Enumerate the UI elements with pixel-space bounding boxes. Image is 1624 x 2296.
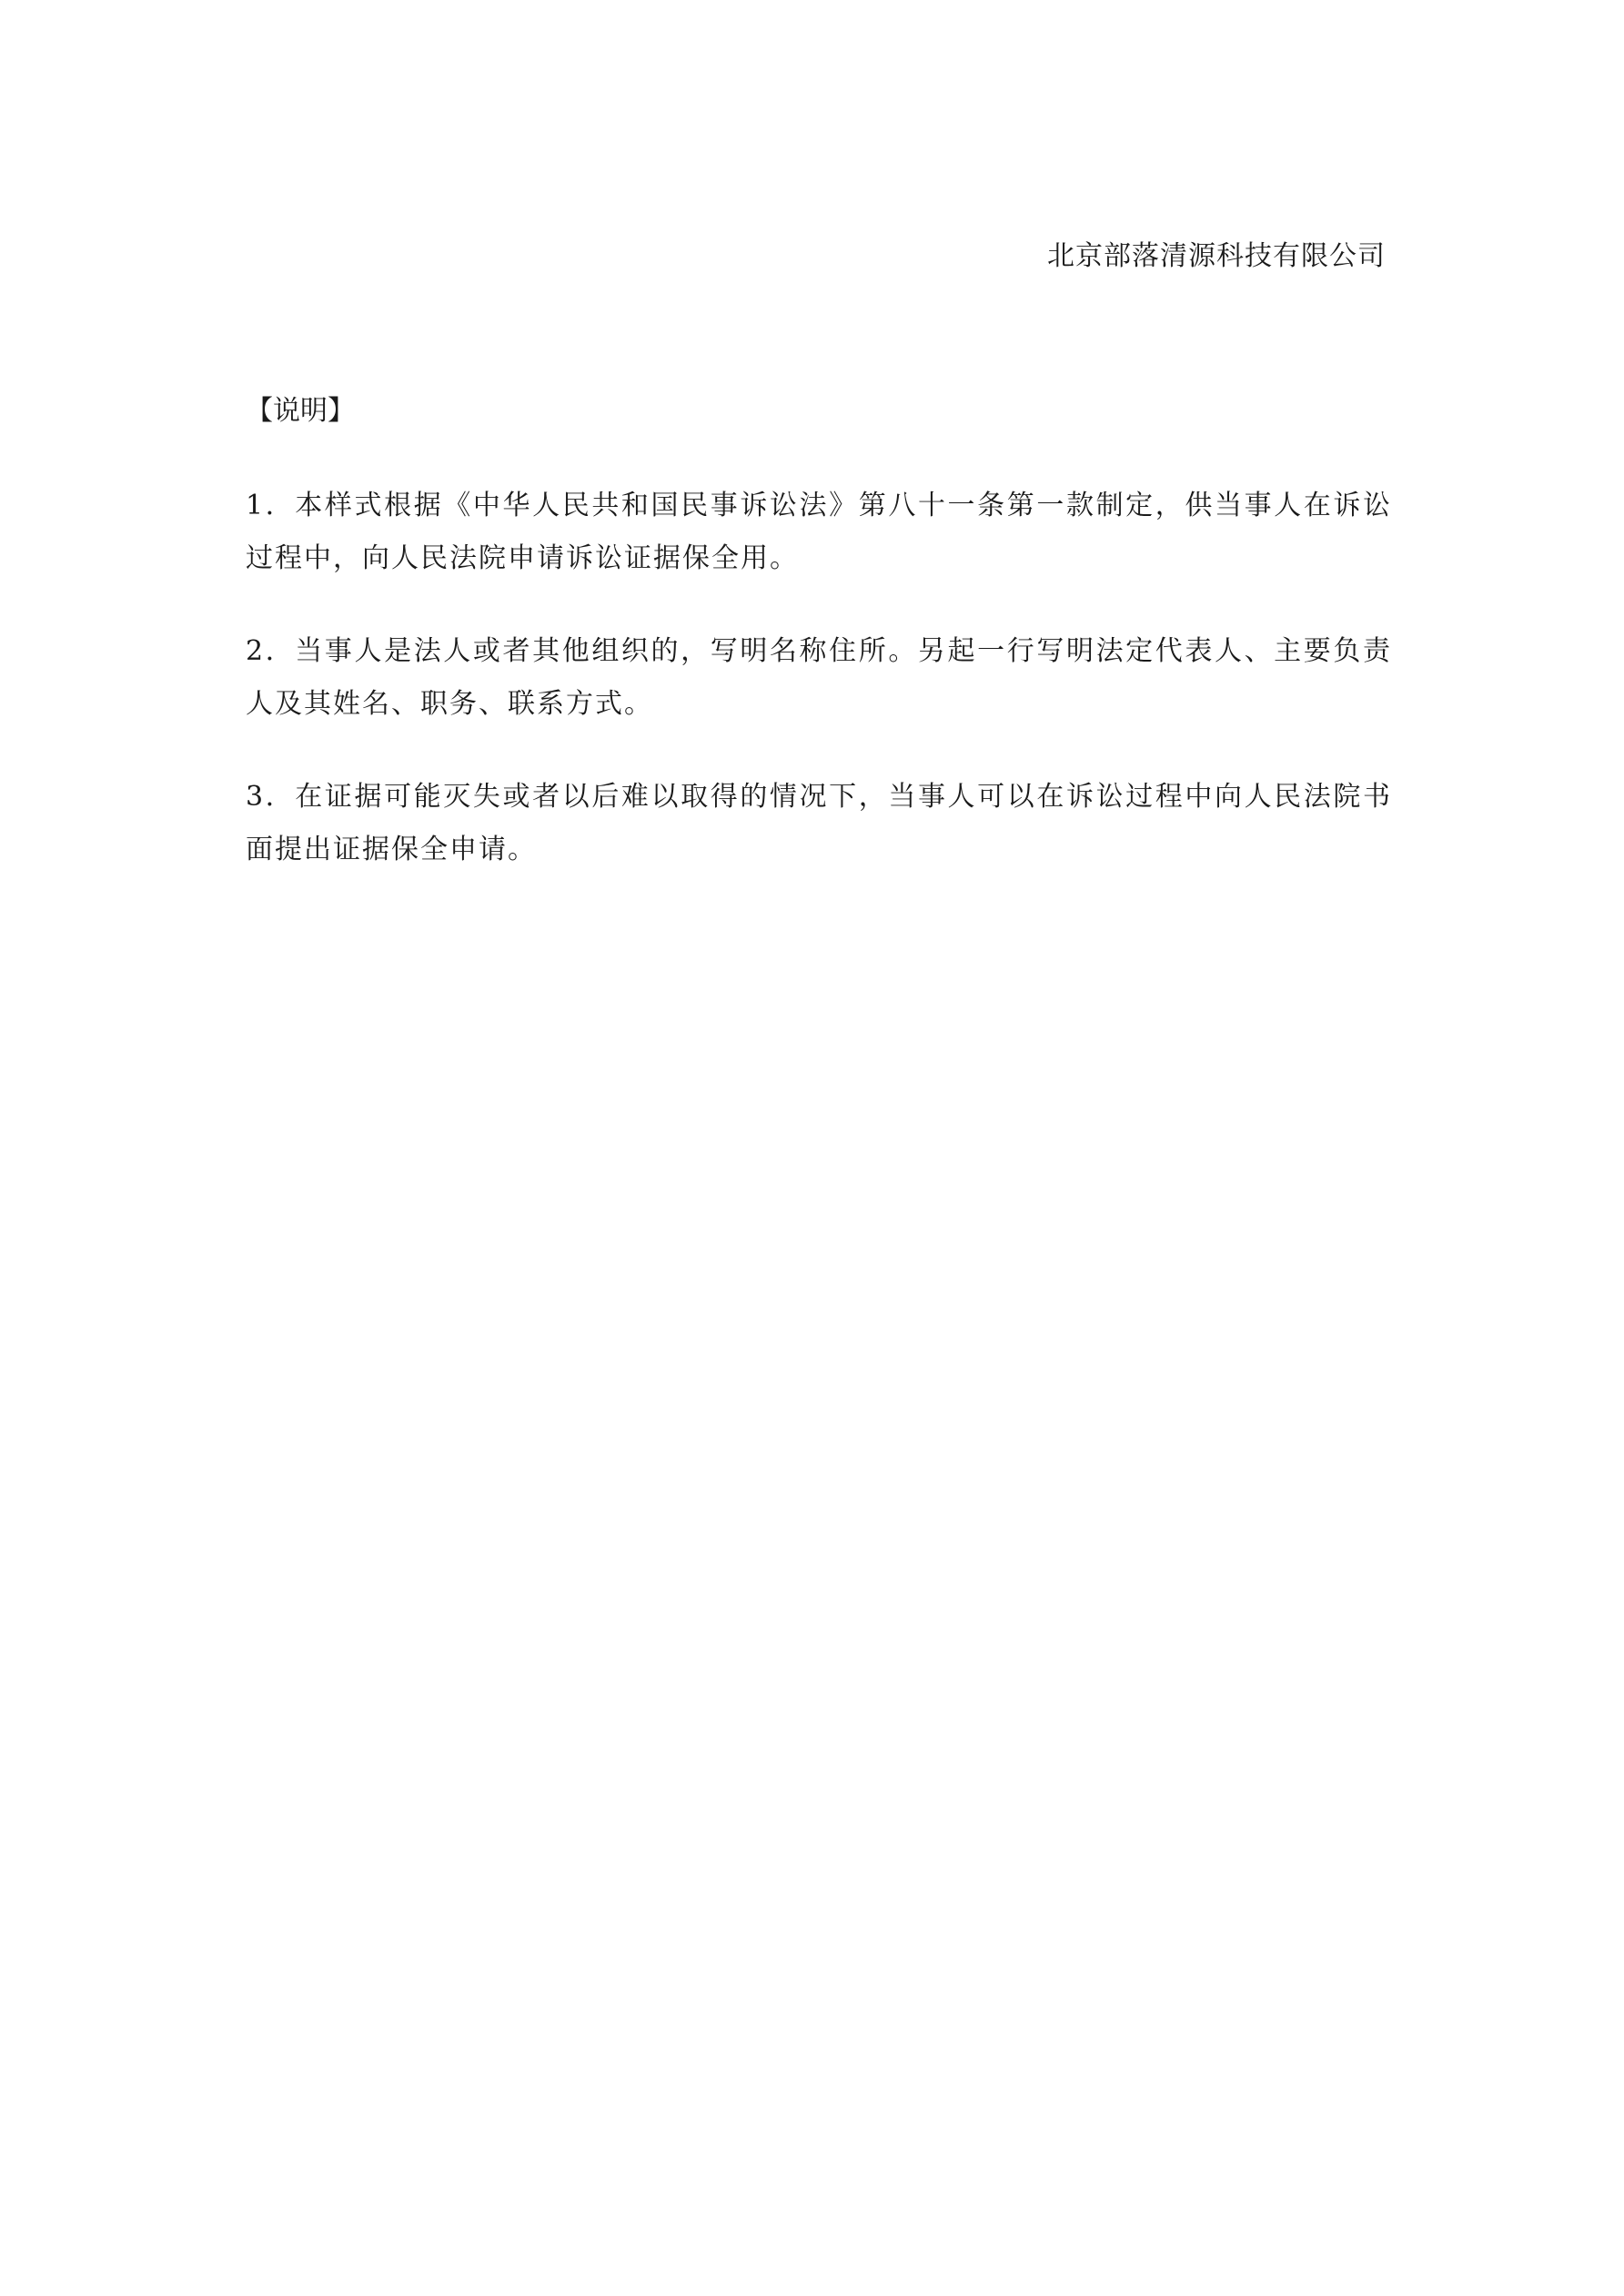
notes-section <box>246 393 1392 916</box>
note-item-3: 3．在证据可能灭失或者以后难以取得的情况下，当事人可以在诉讼过程中向人民法院书面提出证据保全申请。 <box>246 781 1392 865</box>
company-name: 北京部落清源科技有限公司 <box>1047 240 1386 272</box>
notes-heading: 【说明】 <box>246 395 355 427</box>
note-item-2: 2．当事人是法人或者其他组织的，写明名称住所。另起一行写明法定代表人、主要负责人及其姓名、职务、联系方式。 <box>246 635 1392 720</box>
note-item-1: 1．本样式根据《中华人民共和国民事诉讼法》第八十一条第一款制定，供当事人在诉讼过程中，向人民法院申请诉讼证据保全用。 <box>246 490 1392 574</box>
